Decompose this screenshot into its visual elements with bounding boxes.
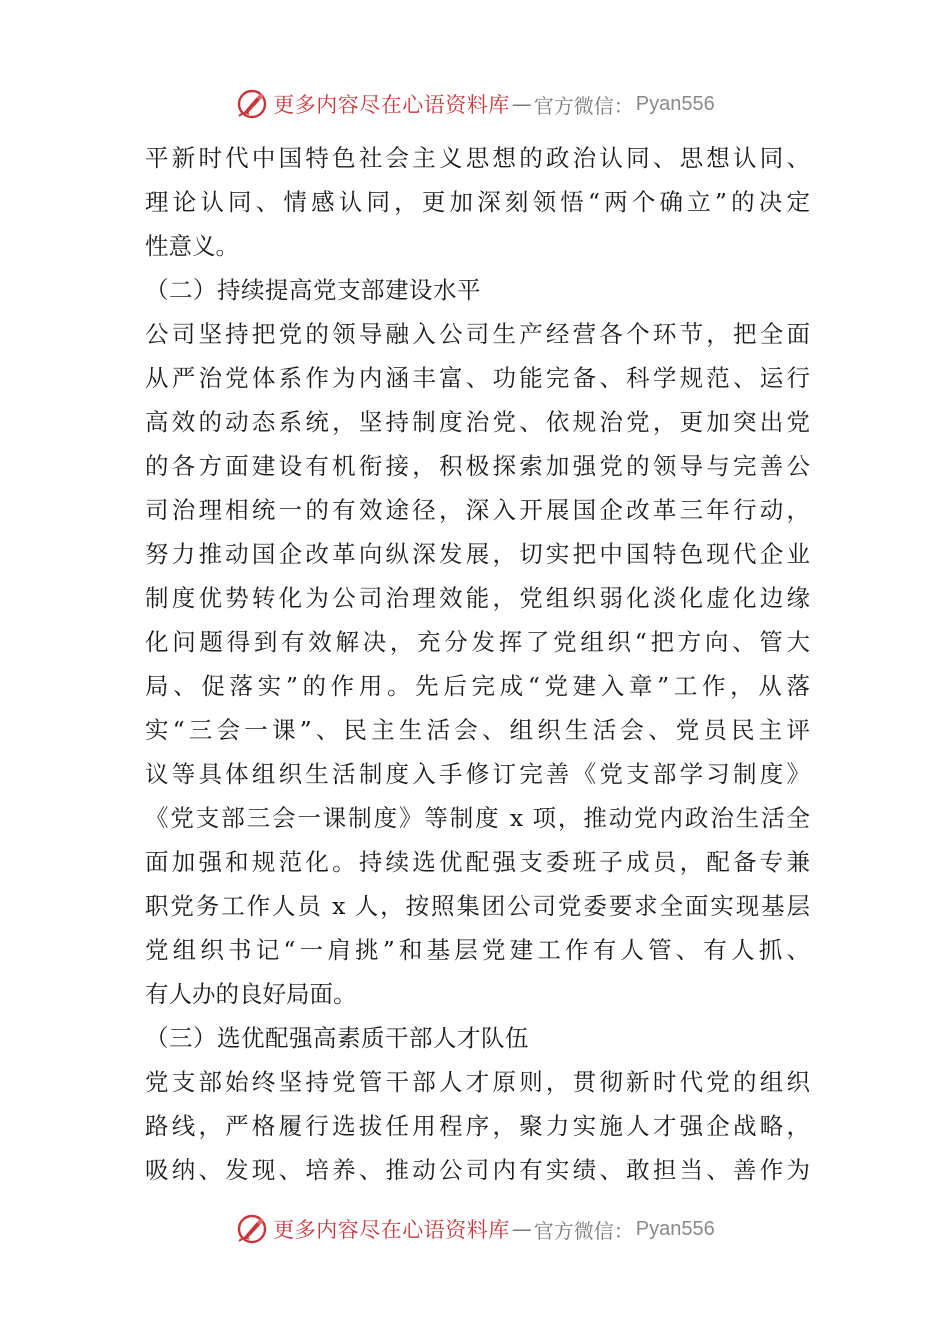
document-body <box>145 136 810 1192</box>
banner-dash: — <box>511 92 532 116</box>
section-heading: （二）持续提高党支部建设水平 <box>145 276 481 304</box>
text-line: 平新时代中国特色社会主义思想的政治认同、思想认同、 <box>145 144 810 172</box>
text-line: 职党务工作人员 x 人，按照集团公司党委要求全面实现基层 <box>145 892 810 920</box>
text-line: 党组织书记“一肩挑”和基层党建工作有人管、有人抓、 <box>145 936 810 964</box>
text-line: 理论认同、情感认同，更加深刻领悟“两个确立”的决定 <box>145 188 810 216</box>
text-line: 化问题得到有效解决，充分发挥了党组织“把方向、管大 <box>145 628 810 656</box>
text-line: 《党支部三会一课制度》等制度 x 项，推动党内政治生活全 <box>145 804 810 832</box>
footer-watermark-banner <box>0 1209 950 1249</box>
text-line: 制度优势转化为公司治理效能，党组织弱化淡化虚化边缘 <box>145 584 810 612</box>
text-line: 努力推动国企改革向纵深发展，切实把中国特色现代企业 <box>145 540 810 568</box>
text-line: 性意义。 <box>145 232 239 260</box>
text-line: 的各方面建设有机衔接，积极探索加强党的领导与完善公 <box>145 452 810 480</box>
pen-logo-icon <box>235 1212 269 1246</box>
text-line: 面加强和规范化。持续选优配强支委班子成员，配备专兼 <box>145 848 810 876</box>
wechat-id: Pyan556 <box>635 1217 715 1240</box>
section-heading: （三）选优配强高素质干部人才队伍 <box>145 1024 529 1052</box>
wechat-id: Pyan556 <box>635 92 715 115</box>
text-line: 司治理相统一的有效途径，深入开展国企改革三年行动， <box>145 496 810 524</box>
header-watermark-banner <box>0 84 950 124</box>
text-line: 有人办的良好局面。 <box>145 980 357 1008</box>
brand-text: 更多内容尽在心语资料库 <box>273 1218 510 1242</box>
text-line: 公司坚持把党的领导融入公司生产经营各个环节，把全面 <box>145 320 810 348</box>
pen-logo-icon <box>235 87 269 121</box>
brand-text: 更多内容尽在心语资料库 <box>273 93 510 117</box>
text-line: 议等具体组织生活制度入手修订完善《党支部学习制度》 <box>145 760 810 788</box>
text-line: 局、促落实”的作用。先后完成“党建入章”工作，从落 <box>145 672 810 700</box>
text-line: 党支部始终坚持党管干部人才原则，贯彻新时代党的组织 <box>145 1068 810 1096</box>
wechat-label: 官方微信： <box>533 93 634 118</box>
wechat-label: 官方微信： <box>533 1218 634 1243</box>
banner-dash: — <box>511 1217 532 1241</box>
text-line: 实“三会一课”、民主生活会、组织生活会、党员民主评 <box>145 716 810 744</box>
text-line: 吸纳、发现、培养、推动公司内有实绩、敢担当、善作为 <box>145 1156 810 1184</box>
text-line: 路线，严格履行选拔任用程序，聚力实施人才强企战略， <box>145 1112 810 1140</box>
text-line: 高效的动态系统，坚持制度治党、依规治党，更加突出党 <box>145 408 810 436</box>
text-line: 从严治党体系作为内涵丰富、功能完备、科学规范、运行 <box>145 364 810 392</box>
